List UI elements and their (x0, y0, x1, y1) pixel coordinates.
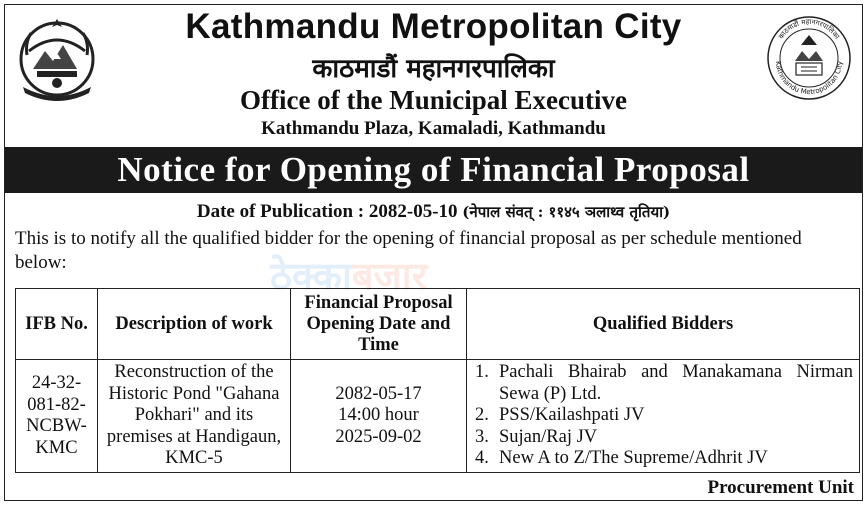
header-qualified-bidders: Qualified Bidders (467, 289, 860, 360)
city-name-english: Kathmandu Metropolitan City (185, 7, 682, 46)
bidder-name: New A to Z/The Supreme/Adhrit JV (499, 448, 768, 469)
list-item: 4. New A to Z/The Supreme/Adhrit JV (475, 448, 853, 470)
header-ifb-no: IFB No. (16, 289, 98, 360)
office-address: Kathmandu Plaza, Kamaladi, Kathmandu (261, 118, 606, 139)
watermark: ठेक्काबजार (270, 254, 428, 298)
city-name-nepali: काठमाडौं महानगरपालिका (312, 54, 555, 84)
bidder-name: Sujan/Raj JV (499, 426, 598, 447)
table-row (16, 360, 860, 473)
list-item: 1. Pachali Bhairab and Manakamana Nirman Sewa (P) Ltd. (475, 362, 853, 404)
list-item: 3. Sujan/Raj JV (475, 427, 853, 449)
notice-header (5, 5, 862, 145)
publication-date (5, 201, 862, 223)
notice-intro: This is to notify all the qualified bidder for the opening of financial proposal as per schedule mentioned below: (15, 228, 802, 273)
notice-title: Notice for Opening of Financial Proposal (5, 147, 862, 193)
opening-date-bs: 2082-05-17 (335, 383, 422, 404)
header-description: Description of work (98, 289, 291, 360)
ifb-number: 24-32-081-82-NCBW-KMC (16, 360, 98, 473)
kmc-seal-icon (766, 15, 852, 101)
seal-text: Kathmandu Metropolitan City (773, 60, 845, 97)
opening-date-ad: 2025-09-02 (335, 426, 422, 447)
table-header-row (16, 289, 860, 360)
work-description: Reconstruction of the Historic Pond "Gahana Pokhari" and its premises at Handigaun, KMC-5 (98, 360, 291, 473)
office-title: Office of the Municipal Executive (240, 85, 627, 115)
opening-time: 14:00 hour (338, 405, 419, 426)
notice-page (4, 4, 863, 501)
qualified-bidders-list (467, 360, 860, 473)
bidder-name: PSS/Kailashpati JV (499, 405, 645, 426)
header-opening-date: Financial Proposal Opening Date and Time (291, 289, 467, 360)
svg-text:काठमाडौं महानगरपालिका: काठमाडौं महानगरपालिका (777, 17, 841, 41)
schedule-table (15, 288, 860, 473)
opening-date-time (291, 360, 467, 473)
publication-date-label: Date of Publication : 2082-05-10 (196, 201, 458, 222)
bidder-name: Pachali Bhairab and Manakamana Nirman Sewa (P) Ltd. (499, 362, 853, 404)
list-item: 2. PSS/Kailashpati JV (475, 405, 853, 427)
publication-date-nepal-sambat: (नेपाल संवत् : ११४५ ञलाथ्व तृतिया) (462, 203, 671, 221)
procurement-unit-signature: Procurement Unit (707, 477, 854, 498)
